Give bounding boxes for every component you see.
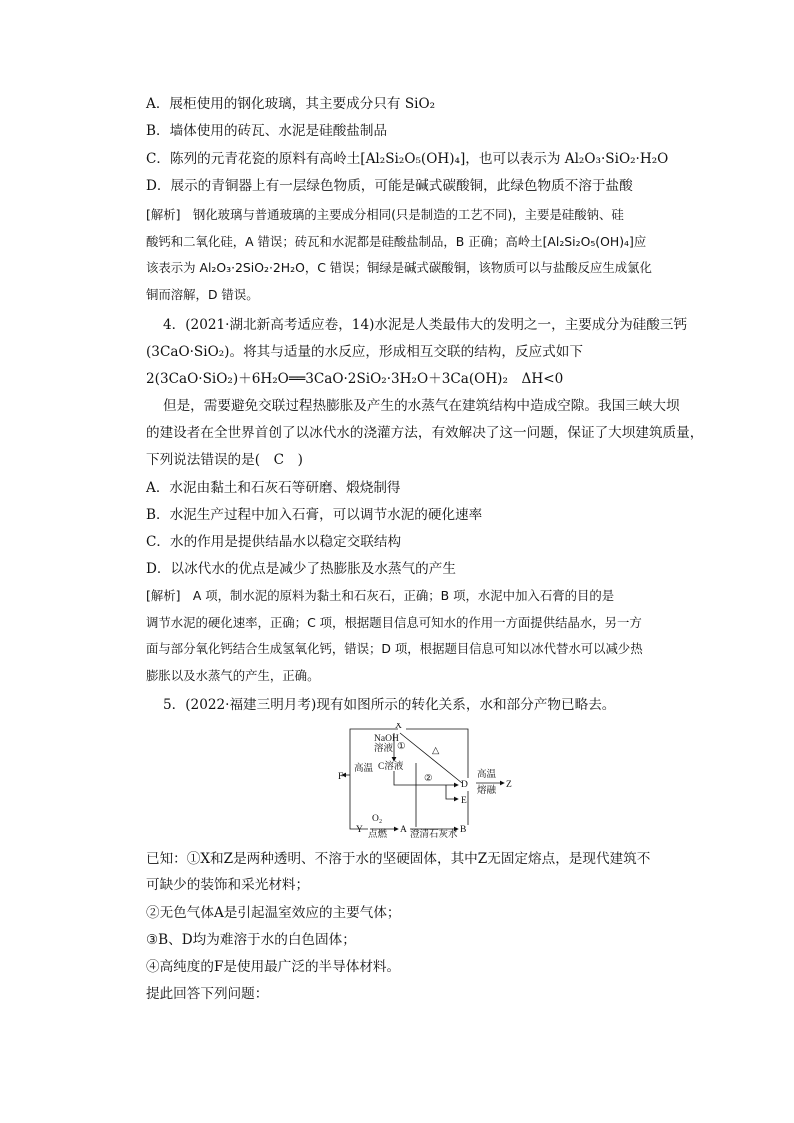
q4-option-c: C．水的作用是提供结晶水以稳定交联结构 [146, 534, 402, 550]
q3-option-a: A．展柜使用的钢化玻璃，其主要成分只有 SiO₂ [146, 96, 436, 112]
q4-stem-line: (3CaO·SiO₂)。将其与适量的水反应，形成相互交联的结构，反应式如下 [146, 344, 583, 360]
label-qingshi: 澄清石灰水 [410, 830, 458, 838]
q4-equation: 2(3CaO·SiO₂)＋6H₂O══3CaO·2SiO₂·3H₂O＋3Ca(OH)₂ ΔH<0 [146, 371, 564, 387]
q5-known-line: ②无色气体A是引起温室效应的主要气体； [146, 905, 401, 921]
q5-prompt: 提此回答下列问题： [146, 986, 269, 1002]
q5-known-line: ④高纯度的F是使用最广泛的半导体材料。 [146, 959, 401, 975]
label-naoh: NaOH [374, 734, 399, 744]
q4-analysis-line: 面与部分氧化钙结合生成氢氧化钙，错误；D 项，根据题目信息可知以冰代替水可以减少热 [146, 641, 643, 656]
conversion-diagram [338, 723, 538, 838]
label-f: F [338, 772, 344, 782]
label-e: E [461, 796, 467, 806]
label-circle-2: ② [424, 774, 433, 784]
q4-analysis-line: 膨胀以及水蒸气的产生，正确。 [146, 667, 320, 683]
label-rongrong: 熔融 [477, 786, 497, 796]
q4-stem-line: 4．(2021·湖北新高考适应卷，14)水泥是人类最伟大的发明之一，主要成分为硅酸三钙 [163, 317, 688, 333]
label-heat-triangle: △ [432, 746, 440, 756]
q4-option-a: A．水泥由黏土和石灰石等研磨、煅烧制得 [146, 480, 401, 496]
label-rongye: 溶液 [374, 744, 394, 754]
q4-analysis-line: 调节水泥的硬化速率，正确；C 项，根据题目信息可知水的作用一方面提供结晶水，另一方 [146, 614, 642, 630]
q4-stem-line: 但是，需要避免交联过程热膨胀及产生的水蒸气在建筑结构中造成空隙。我国三峡大坝 [163, 398, 680, 414]
label-z: Z [506, 780, 512, 790]
label-dianran: 点燃 [368, 830, 388, 838]
q3-option-c: C．陈列的元青花瓷的原料有高岭土[Al₂Si₂O₅(OH)₄]，也可以表示为 Al₂O₃·SiO₂·H₂O [146, 151, 669, 167]
to-e-arrow [446, 785, 458, 799]
label-o2: O₂ [372, 814, 383, 824]
q4-analysis-line: [解析] A 项，制水泥的原料为黏土和石灰石，正确；B 项，水泥中加入石膏的目的是 [146, 588, 615, 603]
q4-analysis [146, 583, 649, 689]
q4-stem-line: 的建设者在全世界首创了以冰代水的浇灌方法，有效解决了这一问题，保证了大坝建筑质量， [146, 425, 704, 441]
q3-option-d: D．展示的青铜器上有一层绿色物质，可能是碱式碳酸铜，此绿色物质不溶于盐酸 [146, 178, 633, 194]
q4-stem-line: 下列说法错误的是( C ) [146, 452, 303, 468]
q3-analysis-line: 该表示为 Al₂O₃·2SiO₂·2H₂O，C 错误；铜绿是碱式碳酸铜，该物质可以与盐酸反应生成氯化 [146, 260, 652, 275]
label-b: B [460, 825, 467, 835]
q3-analysis [146, 202, 652, 308]
q3-analysis-line: [解析] 钢化玻璃与普通玻璃的主要成分相同(只是制造的工艺不同)，主要是硅酸钠、硅 [146, 207, 624, 222]
q3-option-b: B．墙体使用的砖瓦、水泥是硅酸盐制品 [146, 123, 388, 139]
label-c: C溶液 [378, 762, 404, 772]
q5-known-line: 已知：①X和Z是两种透明、不溶于水的坚硬固体，其中Z无固定熔点，是现代建筑不 [146, 851, 651, 867]
conversion-diagram-svg [338, 723, 538, 838]
label-gaowen-right: 高温 [477, 770, 497, 780]
q4-option-b: B．水泥生产过程中加入石膏，可以调节水泥的硬化速率 [146, 507, 483, 523]
q3-analysis-line: 铜而溶解，D 错误。 [146, 286, 259, 302]
label-y: Y [356, 825, 363, 835]
q5-known-line: ③B、D均为难溶于水的白色固体； [146, 932, 356, 948]
q5-stem: 5．(2022·福建三明月考)现有如图所示的转化关系，水和部分产物已略去。 [163, 697, 616, 713]
label-a: A [400, 825, 407, 835]
label-circle-1: ① [397, 742, 406, 752]
q3-analysis-line: 酸钙和二氧化硅，A 错误；砖瓦和水泥都是硅酸盐制品，B 正确；高岭土[Al₂Si₂O₅(OH)₄]应 [146, 233, 647, 249]
label-gaowen-left: 高温 [354, 764, 374, 774]
q5-known-line: 可缺少的装饰和采光材料； [146, 877, 310, 893]
label-d: D [461, 780, 468, 790]
label-x: X [395, 723, 402, 731]
q4-option-d: D．以冰代水的优点是减少了热膨胀及水蒸气的产生 [146, 561, 456, 577]
